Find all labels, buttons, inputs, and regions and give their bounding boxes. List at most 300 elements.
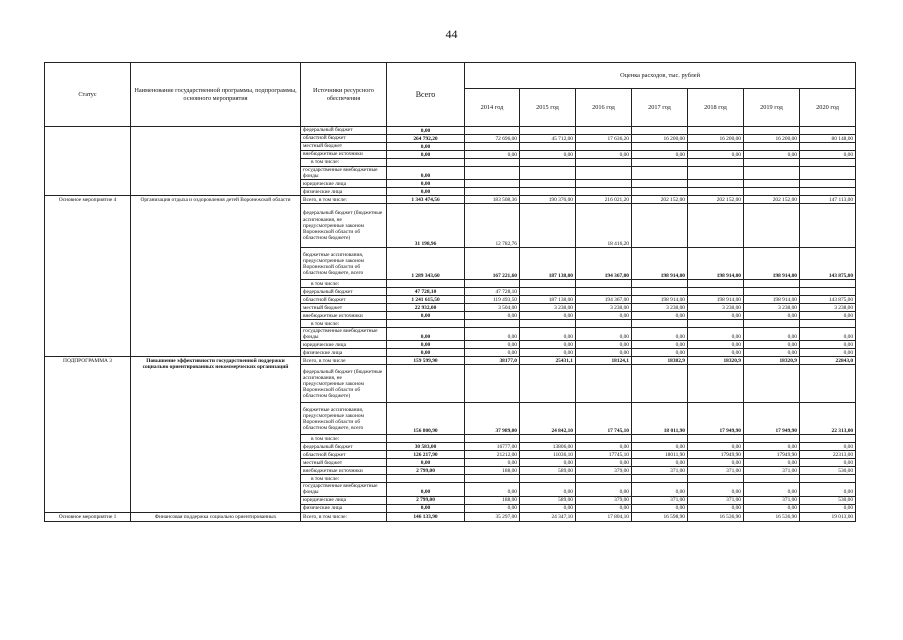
- total-cell: [387, 435, 465, 443]
- year-value-cell: 0,00: [744, 504, 800, 512]
- year-value-cell: [520, 475, 576, 483]
- header-year: 2018 год: [688, 89, 744, 127]
- year-value-cell: 379,00: [576, 467, 632, 475]
- year-value-cell: [800, 204, 856, 248]
- year-value-cell: [800, 127, 856, 135]
- year-value-cell: [688, 280, 744, 288]
- program-name-cell: Организация отдыха и оздоровления детей Воронежской области: [131, 196, 301, 357]
- year-value-cell: [744, 127, 800, 135]
- year-value-cell: [465, 365, 520, 403]
- year-value-cell: 0,00: [632, 349, 688, 357]
- year-value-cell: 0,00: [465, 151, 520, 159]
- year-value-cell: 530,00: [800, 467, 856, 475]
- year-value-cell: 0,00: [688, 483, 744, 496]
- year-value-cell: [632, 320, 688, 328]
- total-cell: 264 792,20: [387, 135, 465, 143]
- source-cell: государственные внебюджетные фонды: [301, 167, 387, 180]
- source-cell: государственные внебюджетные фонды: [301, 483, 387, 496]
- year-value-cell: [744, 143, 800, 151]
- source-cell: бюджетные ассигнования, предусмотренные законом Воронежской области об областном бюджете, всего: [301, 248, 387, 280]
- year-value-cell: 371,00: [744, 496, 800, 504]
- total-cell: 0,00: [387, 483, 465, 496]
- year-value-cell: 0,00: [465, 341, 520, 349]
- header-year: 2020 год: [800, 89, 856, 127]
- total-cell: 2 799,00: [387, 467, 465, 475]
- year-value-cell: 0,00: [744, 328, 800, 341]
- year-value-cell: [744, 475, 800, 483]
- year-value-cell: [520, 435, 576, 443]
- year-value-cell: [688, 204, 744, 248]
- year-value-cell: 0,00: [800, 151, 856, 159]
- year-value-cell: [576, 435, 632, 443]
- year-value-cell: 17 949,90: [688, 403, 744, 435]
- year-value-cell: [465, 320, 520, 328]
- year-value-cell: [520, 167, 576, 180]
- total-cell: 0,00: [387, 143, 465, 151]
- year-value-cell: 371,00: [632, 496, 688, 504]
- year-value-cell: [520, 127, 576, 135]
- year-value-cell: [688, 159, 744, 167]
- year-value-cell: [520, 159, 576, 167]
- total-cell: 0,00: [387, 459, 465, 467]
- year-value-cell: 0,00: [744, 459, 800, 467]
- year-value-cell: [744, 167, 800, 180]
- total-cell: 0,00: [387, 312, 465, 320]
- year-value-cell: 16777,00: [465, 443, 520, 451]
- source-cell: областной бюджет: [301, 296, 387, 304]
- year-value-cell: 0,00: [744, 151, 800, 159]
- header-year: 2014 год: [465, 89, 520, 127]
- year-value-cell: 202 152,00: [688, 196, 744, 204]
- source-cell: юридические лица: [301, 341, 387, 349]
- year-value-cell: 3 238,00: [520, 304, 576, 312]
- year-value-cell: [520, 180, 576, 188]
- year-value-cell: 0,00: [632, 504, 688, 512]
- status-cell: Основное мероприятие 1: [45, 512, 131, 521]
- year-value-cell: [576, 143, 632, 151]
- header-total: Всего: [387, 63, 465, 127]
- total-cell: 146 133,90: [387, 512, 465, 521]
- source-cell: Всего, в том числе:: [301, 196, 387, 204]
- year-value-cell: 198 914,00: [688, 296, 744, 304]
- year-value-cell: [465, 188, 520, 196]
- year-value-cell: 371,00: [744, 467, 800, 475]
- year-value-cell: 12 782,76: [465, 204, 520, 248]
- year-value-cell: 18124,1: [576, 357, 632, 365]
- year-value-cell: [576, 288, 632, 296]
- year-value-cell: [576, 320, 632, 328]
- year-value-cell: [520, 143, 576, 151]
- year-value-cell: 216 021,20: [576, 196, 632, 204]
- year-value-cell: 0,00: [632, 312, 688, 320]
- year-value-cell: [576, 180, 632, 188]
- year-value-cell: [632, 288, 688, 296]
- year-value-cell: [576, 127, 632, 135]
- year-value-cell: 16 200,00: [688, 135, 744, 143]
- year-value-cell: 22 313,00: [800, 403, 856, 435]
- program-name-cell: Повышение эффективности государственной поддержки социально ориентированных некоммерческих организаций: [131, 357, 301, 512]
- source-cell: в том числе:: [301, 159, 387, 167]
- total-cell: 47 728,10: [387, 288, 465, 296]
- source-cell: в том числе:: [301, 435, 387, 443]
- year-value-cell: [465, 280, 520, 288]
- year-value-cell: [744, 180, 800, 188]
- year-value-cell: [576, 365, 632, 403]
- source-cell: в том числе:: [301, 475, 387, 483]
- year-value-cell: [465, 159, 520, 167]
- year-value-cell: [744, 204, 800, 248]
- source-cell: федеральный бюджет (бюджетные ассигнования, не предусмотренные законом Воронежской области об областном бюджете): [301, 365, 387, 403]
- total-cell: 0,00: [387, 341, 465, 349]
- source-cell: внебюджетные источники: [301, 467, 387, 475]
- source-cell: юридические лица: [301, 180, 387, 188]
- year-value-cell: [632, 188, 688, 196]
- total-cell: 0,00: [387, 349, 465, 357]
- year-value-cell: 0,00: [632, 483, 688, 496]
- year-value-cell: 147 113,00: [800, 196, 856, 204]
- year-value-cell: [744, 435, 800, 443]
- year-value-cell: 194 367,00: [576, 248, 632, 280]
- source-cell: бюджетные ассигнования, предусмотренные законом Воронежской области об областном бюджете, всего: [301, 403, 387, 435]
- year-value-cell: 3 238,00: [800, 304, 856, 312]
- total-cell: [387, 280, 465, 288]
- year-value-cell: 198 914,00: [632, 248, 688, 280]
- total-cell: 1 241 615,50: [387, 296, 465, 304]
- year-value-cell: 0,00: [800, 443, 856, 451]
- total-cell: 1 289 343,60: [387, 248, 465, 280]
- year-value-cell: 183 508,36: [465, 196, 520, 204]
- header-name: Наименование государственной программы, подпрограммы, основного мероприятия: [131, 63, 301, 127]
- year-value-cell: 0,00: [576, 504, 632, 512]
- year-value-cell: [576, 167, 632, 180]
- year-value-cell: 0,00: [744, 483, 800, 496]
- year-value-cell: 0,00: [688, 459, 744, 467]
- year-value-cell: [632, 475, 688, 483]
- source-cell: в том числе:: [301, 320, 387, 328]
- year-value-cell: 0,00: [520, 459, 576, 467]
- year-value-cell: 0,00: [465, 459, 520, 467]
- year-value-cell: 38177,0: [465, 357, 520, 365]
- year-value-cell: 3 238,00: [744, 304, 800, 312]
- year-value-cell: [632, 127, 688, 135]
- year-value-cell: [576, 280, 632, 288]
- year-value-cell: [632, 365, 688, 403]
- header-year: 2016 год: [576, 89, 632, 127]
- total-cell: [387, 365, 465, 403]
- year-value-cell: 80 148,00: [800, 135, 856, 143]
- year-value-cell: 22313,00: [800, 451, 856, 459]
- year-value-cell: [632, 280, 688, 288]
- year-value-cell: 17949,90: [744, 451, 800, 459]
- year-value-cell: [744, 320, 800, 328]
- year-value-cell: 0,00: [800, 328, 856, 341]
- year-value-cell: 18 011,90: [632, 403, 688, 435]
- total-cell: 0,00: [387, 151, 465, 159]
- year-value-cell: [632, 167, 688, 180]
- year-value-cell: 35 297,00: [465, 512, 520, 521]
- year-value-cell: 3 504,00: [465, 304, 520, 312]
- year-value-cell: 198 914,00: [632, 296, 688, 304]
- year-value-cell: 47 728,10: [465, 288, 520, 296]
- year-value-cell: 143 875,00: [800, 296, 856, 304]
- year-value-cell: 0,00: [576, 459, 632, 467]
- year-value-cell: 188,00: [465, 467, 520, 475]
- year-value-cell: [688, 143, 744, 151]
- header-year: 2019 год: [744, 89, 800, 127]
- year-value-cell: 0,00: [632, 459, 688, 467]
- year-value-cell: 0,00: [520, 328, 576, 341]
- total-cell: 126 217,90: [387, 451, 465, 459]
- year-value-cell: 17 636,20: [576, 135, 632, 143]
- year-value-cell: [632, 435, 688, 443]
- year-value-cell: 0,00: [800, 349, 856, 357]
- year-value-cell: 0,00: [688, 328, 744, 341]
- year-value-cell: 187 138,00: [520, 296, 576, 304]
- year-value-cell: 25431,1: [520, 357, 576, 365]
- year-value-cell: 371,00: [688, 467, 744, 475]
- year-value-cell: [800, 435, 856, 443]
- year-value-cell: [520, 188, 576, 196]
- year-value-cell: [632, 159, 688, 167]
- year-value-cell: [576, 475, 632, 483]
- year-value-cell: 17949,90: [688, 451, 744, 459]
- total-cell: 0,00: [387, 180, 465, 188]
- year-value-cell: [465, 435, 520, 443]
- source-cell: внебюджетные источники: [301, 312, 387, 320]
- total-cell: 1 343 474,56: [387, 196, 465, 204]
- year-value-cell: 0,00: [576, 349, 632, 357]
- header-year: 2015 год: [520, 89, 576, 127]
- year-value-cell: [800, 475, 856, 483]
- year-value-cell: 0,00: [800, 504, 856, 512]
- year-value-cell: 16 598,90: [632, 512, 688, 521]
- year-value-cell: 0,00: [520, 349, 576, 357]
- year-value-cell: 19 013,00: [800, 512, 856, 521]
- year-value-cell: 24 347,10: [520, 512, 576, 521]
- year-value-cell: [800, 143, 856, 151]
- status-cell: ПОДПРОГРАММА 3: [45, 357, 131, 512]
- source-cell: физические лица: [301, 349, 387, 357]
- year-value-cell: 0,00: [465, 483, 520, 496]
- year-value-cell: [632, 143, 688, 151]
- total-cell: 0,00: [387, 504, 465, 512]
- year-value-cell: 143 875,00: [800, 248, 856, 280]
- year-value-cell: 188,00: [465, 496, 520, 504]
- year-value-cell: 0,00: [576, 312, 632, 320]
- year-value-cell: 16 536,90: [688, 512, 744, 521]
- year-value-cell: [800, 159, 856, 167]
- year-value-cell: [688, 320, 744, 328]
- year-value-cell: [688, 365, 744, 403]
- year-value-cell: 3 238,00: [688, 304, 744, 312]
- year-value-cell: 589,00: [520, 467, 576, 475]
- status-cell: Основное мероприятие 4: [45, 196, 131, 357]
- year-value-cell: 0,00: [688, 312, 744, 320]
- year-value-cell: 119 493,50: [465, 296, 520, 304]
- year-value-cell: 0,00: [800, 483, 856, 496]
- header-source: Источники ресурсного обеспечения: [301, 63, 387, 127]
- year-value-cell: 0,00: [520, 341, 576, 349]
- year-value-cell: 17 804,10: [576, 512, 632, 521]
- year-value-cell: [520, 320, 576, 328]
- total-cell: 0,00: [387, 328, 465, 341]
- source-cell: федеральный бюджет (бюджетные ассигнования, не предусмотренные законом Воронежской области об областном бюджете): [301, 204, 387, 248]
- year-value-cell: 198 914,00: [744, 296, 800, 304]
- year-value-cell: 0,00: [632, 328, 688, 341]
- year-value-cell: 0,00: [465, 349, 520, 357]
- year-value-cell: 0,00: [520, 504, 576, 512]
- year-value-cell: 371,00: [688, 496, 744, 504]
- year-value-cell: 0,00: [576, 443, 632, 451]
- year-value-cell: [576, 159, 632, 167]
- year-value-cell: [465, 127, 520, 135]
- year-value-cell: 45 712,00: [520, 135, 576, 143]
- status-cell: [45, 127, 131, 196]
- year-value-cell: 11036,10: [520, 451, 576, 459]
- year-value-cell: [744, 159, 800, 167]
- year-value-cell: 17745,10: [576, 451, 632, 459]
- year-value-cell: 0,00: [744, 312, 800, 320]
- page-number: 44: [445, 27, 458, 41]
- year-value-cell: 0,00: [688, 349, 744, 357]
- year-value-cell: [688, 288, 744, 296]
- year-value-cell: 198 914,00: [688, 248, 744, 280]
- year-value-cell: [800, 167, 856, 180]
- year-value-cell: [576, 188, 632, 196]
- year-value-cell: 589,00: [520, 496, 576, 504]
- source-cell: местный бюджет: [301, 143, 387, 151]
- year-value-cell: 167 221,60: [465, 248, 520, 280]
- source-cell: федеральный бюджет: [301, 127, 387, 135]
- year-value-cell: 18011,90: [632, 451, 688, 459]
- year-value-cell: [465, 475, 520, 483]
- year-value-cell: 18320,9: [744, 357, 800, 365]
- year-value-cell: 22843,0: [800, 357, 856, 365]
- year-value-cell: 37 989,00: [465, 403, 520, 435]
- source-cell: местный бюджет: [301, 459, 387, 467]
- budget-table: [44, 62, 856, 522]
- source-cell: юридические лица: [301, 496, 387, 504]
- year-value-cell: [688, 188, 744, 196]
- year-value-cell: 530,00: [800, 496, 856, 504]
- year-value-cell: [520, 280, 576, 288]
- year-value-cell: 0,00: [576, 151, 632, 159]
- year-value-cell: [632, 204, 688, 248]
- total-cell: 22 932,00: [387, 304, 465, 312]
- table-row: [45, 512, 856, 521]
- year-value-cell: 0,00: [576, 483, 632, 496]
- year-value-cell: 17 745,10: [576, 403, 632, 435]
- year-value-cell: 187 138,00: [520, 248, 576, 280]
- year-value-cell: 0,00: [465, 504, 520, 512]
- year-value-cell: 0,00: [744, 341, 800, 349]
- year-value-cell: 0,00: [688, 151, 744, 159]
- source-cell: местный бюджет: [301, 304, 387, 312]
- year-value-cell: 0,00: [800, 341, 856, 349]
- table-row: [45, 127, 856, 135]
- total-cell: 0,00: [387, 188, 465, 196]
- total-cell: 156 800,90: [387, 403, 465, 435]
- total-cell: 2 799,00: [387, 496, 465, 504]
- total-cell: 31 198,96: [387, 204, 465, 248]
- year-value-cell: 21212,00: [465, 451, 520, 459]
- total-cell: [387, 159, 465, 167]
- source-cell: Всего, в том числе: [301, 357, 387, 365]
- year-value-cell: 24 842,10: [520, 403, 576, 435]
- total-cell: 30 583,00: [387, 443, 465, 451]
- year-value-cell: 13806,00: [520, 443, 576, 451]
- source-cell: в том числе:: [301, 280, 387, 288]
- year-value-cell: 17 949,90: [744, 403, 800, 435]
- year-value-cell: 0,00: [520, 483, 576, 496]
- source-cell: областной бюджет: [301, 451, 387, 459]
- year-value-cell: 18382,9: [632, 357, 688, 365]
- total-cell: 159 599,90: [387, 357, 465, 365]
- source-cell: физические лица: [301, 504, 387, 512]
- year-value-cell: [465, 180, 520, 188]
- year-value-cell: 0,00: [520, 151, 576, 159]
- year-value-cell: 0,00: [576, 328, 632, 341]
- year-value-cell: [688, 167, 744, 180]
- year-value-cell: [800, 288, 856, 296]
- year-value-cell: 0,00: [800, 312, 856, 320]
- year-value-cell: 0,00: [632, 443, 688, 451]
- year-value-cell: 16 200,00: [632, 135, 688, 143]
- year-value-cell: 0,00: [744, 443, 800, 451]
- year-value-cell: 3 238,00: [576, 304, 632, 312]
- year-value-cell: 18320,9: [688, 357, 744, 365]
- year-value-cell: 72 696,00: [465, 135, 520, 143]
- year-value-cell: 0,00: [632, 341, 688, 349]
- year-value-cell: 190 376,00: [520, 196, 576, 204]
- year-value-cell: [800, 320, 856, 328]
- year-value-cell: 0,00: [632, 151, 688, 159]
- year-value-cell: [520, 365, 576, 403]
- year-value-cell: [632, 180, 688, 188]
- table-row: [45, 357, 856, 365]
- year-value-cell: 0,00: [800, 459, 856, 467]
- year-value-cell: [688, 180, 744, 188]
- source-cell: государственные внебюджетные фонды: [301, 328, 387, 341]
- year-value-cell: 379,00: [576, 496, 632, 504]
- year-value-cell: [688, 435, 744, 443]
- year-value-cell: [520, 288, 576, 296]
- year-value-cell: 194 367,00: [576, 296, 632, 304]
- year-value-cell: 0,00: [465, 312, 520, 320]
- year-value-cell: 202 152,00: [632, 196, 688, 204]
- header-status: Статус: [45, 63, 131, 127]
- year-value-cell: [800, 188, 856, 196]
- year-value-cell: [744, 288, 800, 296]
- year-value-cell: [465, 167, 520, 180]
- program-name-cell: Финансовая поддержка социально ориентированных: [131, 512, 301, 521]
- year-value-cell: [800, 180, 856, 188]
- header-estimate: Оценка расходов, тыс. рублей: [465, 63, 856, 89]
- year-value-cell: [744, 280, 800, 288]
- total-cell: [387, 475, 465, 483]
- table-row: [45, 196, 856, 204]
- year-value-cell: 0,00: [465, 328, 520, 341]
- year-value-cell: 202 152,00: [744, 196, 800, 204]
- year-value-cell: 0,00: [520, 312, 576, 320]
- year-value-cell: [800, 365, 856, 403]
- source-cell: федеральный бюджет: [301, 288, 387, 296]
- year-value-cell: 0,00: [688, 341, 744, 349]
- program-name-cell: [131, 127, 301, 196]
- total-cell: 0,00: [387, 127, 465, 135]
- total-cell: 0,00: [387, 167, 465, 180]
- year-value-cell: 16 536,90: [744, 512, 800, 521]
